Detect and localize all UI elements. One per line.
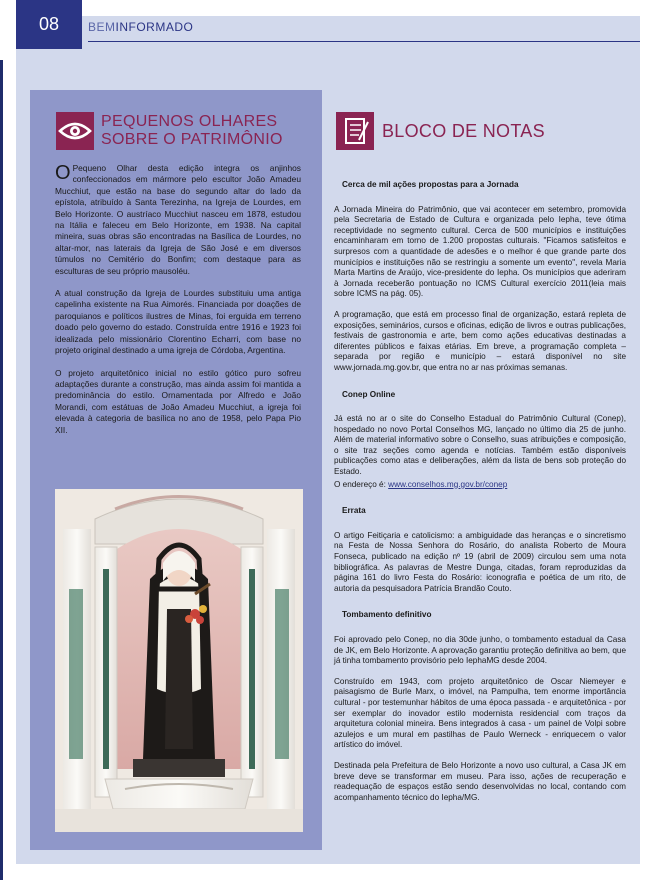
brand-light: BEM [88,20,116,34]
title-line-2: SOBRE O PATRIMÔNIO [101,131,283,148]
note-paragraph: Já está no ar o site do Conselho Estadual do Patrimônio Cultural (Conep), hospedado no novo Portal Conselhos MG, lançado no último dia 25 de junho. Além de material informativo sobre o Conselho, suas atribuições e composição, o site traz seções como agenda e notícias. Também estão disponíveis publicações como atas e deliberações, além da lista de bens sob proteção do Estado. [334,414,626,477]
page-edge [0,60,3,880]
address-prefix: O endereço é: [334,479,389,489]
saint-statue-photo [55,489,303,832]
note-paragraph: Destinada pela Prefeitura de Belo Horizonte a novo uso cultural, a Casa JK em breve deve se transformar em museu. Para isso, ações de recuperação e readequação de espaços estão sendo desenvolvidas no local, contando com acompanhamento técnico do Iepha/MG. [334,760,626,802]
article-paragraph: A atual construção da Igreja de Lourdes substituiu uma antiga capelinha existente na Rua Aimorés. Financiada por doações de paroquianos e políticos ilustres de Minas, foi erguida em terreno doado pelo governo do estado. Construída entre 1916 e 1923 foi idealizada pelo missionário Clorentino Echarri, com base no projeto original destinado a uma igreja de Córdoba, Argentina. [55,288,301,356]
title-line-1: PEQUENOS OLHARES [101,113,278,130]
eye-icon [56,112,94,150]
right-notes [334,180,626,813]
drop-cap: O [55,162,71,184]
note-paragraph: A Jornada Mineira do Patrimônio, que vai acontecer em setembro, promovida pela Secretaria de Estado de Cultura e organizada pelo Iepha, teve ótima receptividade no segmento cultural. Cerca de 500 municípios e instituições encaminharam em torno de 1.200 propostas culturais. "Ficamos satisfeitos e surpresos com a quantidade de adesões e o melhor é que grande parte dos municípios e instituições não se restringiu a somente um evento", revela Maria Marta Martins de Araújo, vice-presidente do Iepha. Os municípios que aderiram à Jornada receberão pontuação no ICMS Cultural exercício 2011(leia mais sobre ICMS na pág. 05). [334,204,626,299]
right-section-heading [336,112,545,150]
publication-brand [88,20,193,34]
header-rule [88,41,640,42]
note-heading: Tombamento definitivo [342,610,432,620]
note-paragraph [334,480,626,491]
paragraph-text: Pequeno Olhar desta edição integra os anjinhos confeccionados em mármore pelo escultor João Amadeu Mucchiut, que estão na base do segundo altar do lado da epístola, atribuído à Santa Terezinha, na Igreja de Lourdes, em Belo Horizonte. O austríaco Mucchiut nasceu em 1878, estudou na Itália e faleceu em Belo Horizonte, em 1938. Na capital mineira, suas obras são encontradas na Basílica de Lourdes, no altar-mor, nas laterais da Igreja de São José e em diversos túmulos no Cemitério do Bonfim; com destaque para as esculturas de seu próprio mausoléu. [55,163,301,276]
page-number: 08 [16,0,82,49]
note-paragraph: O artigo Feitiçaria e catolicismo: a ambiguidade das heranças e o sincretismo na Festa de Nossa Senhora do Rosário, do analista Roberto de Moura Fonseca, publicado na edição nº 19 (abril de 2009) circulou sem uma nota bibliográfica. As palavras de Mestre Dunga, citadas, foram reproduzidas da página 161 do livro Festa do Rosário: iconografia e poética de um rito, de autoria da pesquisadora Patrícia Brandão Couto. [334,530,626,593]
article-paragraph: O projeto arquitetônico inicial no estilo gótico puro sofreu adaptações durante a construção, mas ainda assim foi mantida a predominância do estilo. Ornamentada por Alfredo e João Morandi, com estátuas de João Amadeu Mucchiut, a igreja foi elevada à categoria de basílica no ano de 1958, pelo Papa Pio XII. [55,367,301,435]
left-section-heading [56,112,283,150]
note-heading: Conep Online [342,389,396,399]
note-heading: Cerca de mil ações propostas para a Jornada [342,180,519,189]
note-heading: Errata [342,506,366,516]
article-paragraph [55,163,301,277]
note-paragraph: A programação, que está em processo final de organização, estará repleta de exposições, seminários, cursos e oficinas, edição de livros e outras publicações, festivais de gastronomia e arte, bem como ações educativas destinadas a diferentes públicos e faixas etárias. Em breve, a programação completa – separada por região e município – estará disponível no site www.jornada.mg.gov.br, que entra no ar nas próximas semanas. [334,309,626,372]
brand-bold: INFORMADO [115,20,194,34]
left-section-title [101,113,283,149]
right-section-title: BLOCO DE NOTAS [382,121,545,141]
note-paragraph: Foi aprovado pelo Conep, no dia 30de junho, o tombamento estadual da Casa de JK, em Belo Horizonte. A aprovação garantiu proteção definitiva ao bem, que já tinha tombamento provisório pelo IephaMG desde 2004. [334,635,626,666]
note-paragraph: Construído em 1943, com projeto arquitetônico de Oscar Niemeyer e paisagismo de Burle Marx, o imóvel, na Pampulha, tem enorme importância cultural - por testemunhar hábitos de uma época passada - e arquitetônica - por ser exemplar do inovador estilo modernista residencial com traços da arquitetura colonial mineira. Bens integrados à casa - um painel de Volpi sobre azulejos e um mural em pastilhas de Paulo Werneck - enriquecem o valor artístico do imóvel. [334,676,626,750]
left-article [55,163,301,447]
conep-link[interactable]: www.conselhos.mg.gov.br/conep [388,479,508,489]
notepad-icon [336,112,374,150]
